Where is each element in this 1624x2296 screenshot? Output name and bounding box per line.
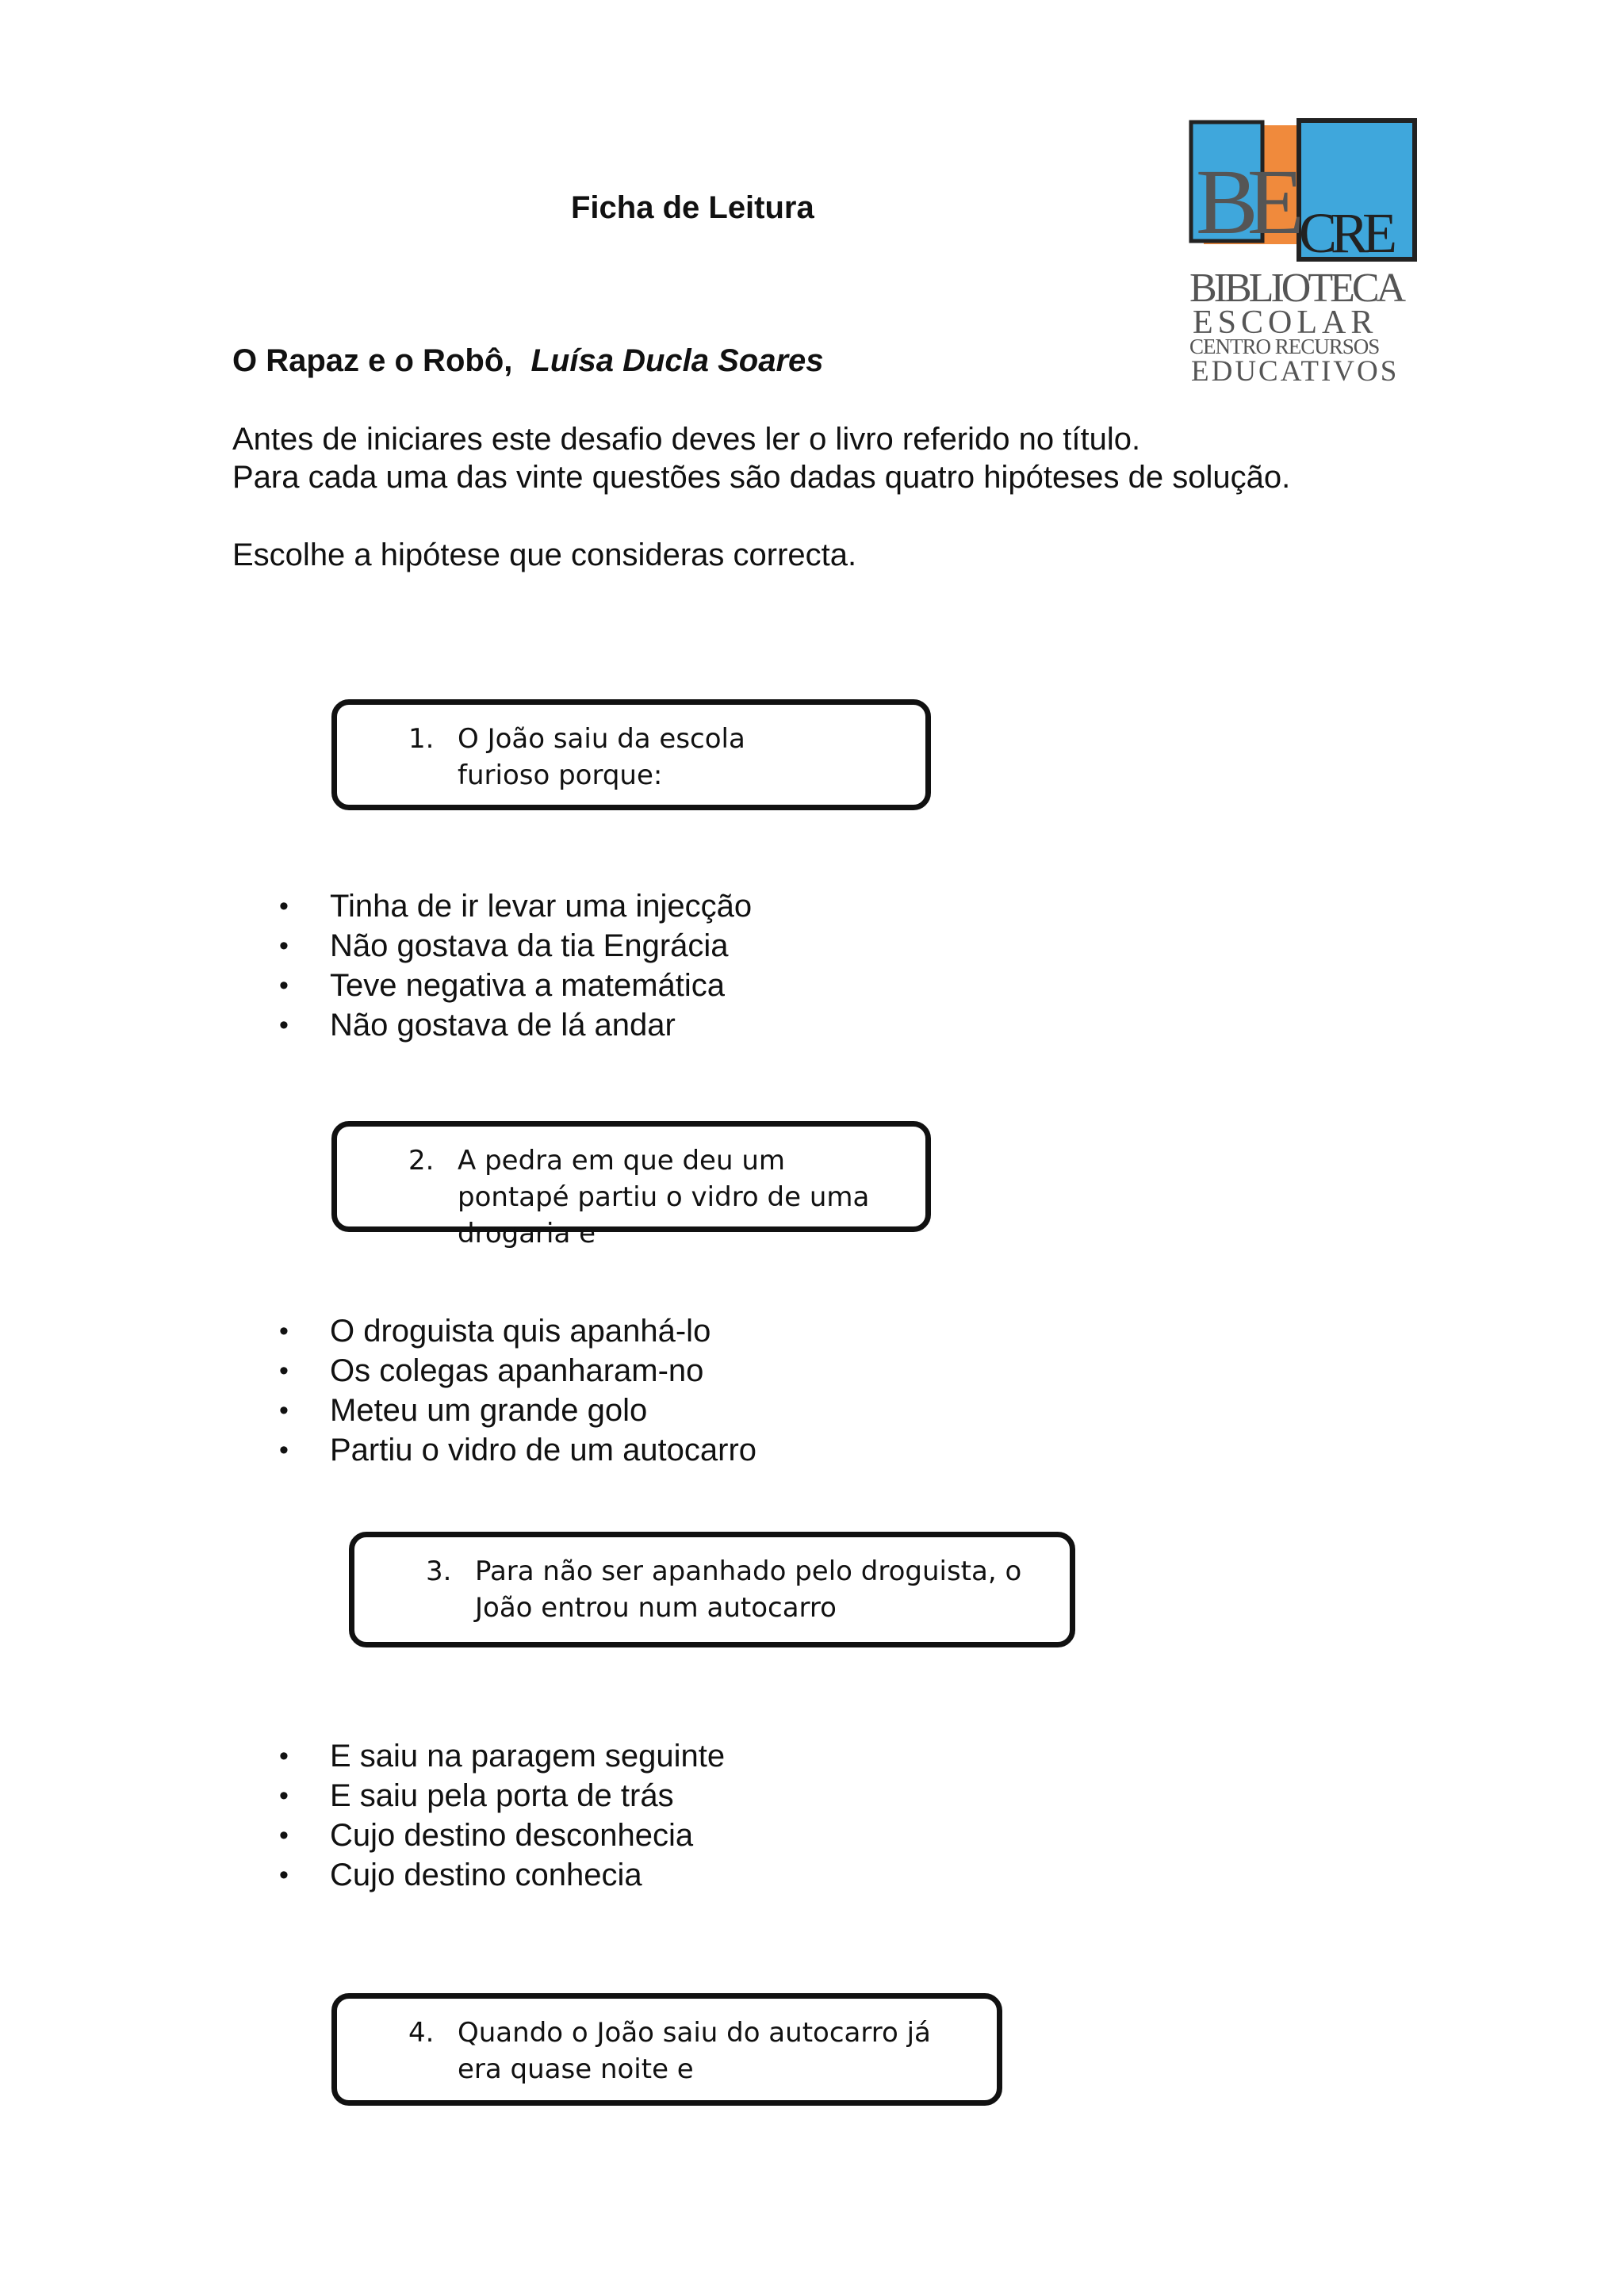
options-list-3 (279, 1736, 725, 1895)
option-item[interactable] (279, 886, 752, 926)
option-item[interactable] (279, 1816, 725, 1855)
option-item[interactable] (279, 1855, 725, 1895)
bullet-icon: • (279, 970, 289, 1001)
bullet-icon: • (279, 1781, 289, 1811)
option-text: Cujo destino desconhecia (330, 1818, 694, 1853)
bullet-icon: • (279, 931, 289, 961)
bullet-icon: • (279, 1356, 289, 1386)
book-author: Luísa Ducla Soares (530, 343, 824, 378)
option-text: Partiu o vidro de um autocarro (330, 1433, 757, 1468)
logo-line-escolar: ESCOLAR (1193, 304, 1378, 341)
question-text: A pedra em que deu um pontapé partiu o vidro de uma drogaria e (458, 1145, 870, 1249)
instructions (232, 420, 1290, 574)
question-text: Para não ser apanhado pelo droguista, o João entrou num autocarro (475, 1556, 1022, 1624)
option-item[interactable] (279, 1351, 756, 1391)
bullet-icon: • (279, 891, 289, 921)
options-list-1 (279, 886, 752, 1045)
bullet-icon: • (279, 1860, 289, 1890)
option-item[interactable] (279, 966, 752, 1005)
options-list-2 (279, 1311, 756, 1470)
option-item[interactable] (279, 1391, 756, 1430)
option-text: O droguista quis apanhá-lo (330, 1314, 711, 1349)
option-text: Não gostava de lá andar (330, 1008, 676, 1043)
instruction-line: Escolhe a hipótese que consideras correcta. (232, 538, 857, 572)
logo-line-biblioteca: BIBLIOTECA (1189, 266, 1404, 311)
question-text: Quando o João saiu do autocarro já era quase noite e (458, 2017, 931, 2085)
option-item[interactable] (279, 1430, 756, 1470)
option-item[interactable] (279, 1311, 756, 1351)
book-title: O Rapaz e o Robô, (232, 343, 513, 378)
book-heading (232, 343, 824, 379)
instruction-line: Para cada uma das vinte questões são dadas quatro hipóteses de solução. (232, 460, 1291, 495)
instruction-line: Antes de iniciares este desafio deves ler o livro referido no título. (232, 422, 1141, 457)
option-item[interactable] (279, 926, 752, 966)
bullet-icon: • (279, 1741, 289, 1771)
logo-letters-cre: CRE (1299, 201, 1392, 265)
bullet-icon: • (279, 1435, 289, 1465)
question-box-3 (349, 1532, 1075, 1647)
library-logo (1188, 117, 1418, 387)
option-item[interactable] (279, 1005, 752, 1045)
logo-line-centro: CENTRO RECURSOS (1189, 335, 1380, 358)
question-number: 1. (408, 723, 435, 755)
logo-line-educativos: EDUCATIVOS (1191, 355, 1400, 387)
question-number: 2. (408, 1145, 435, 1177)
option-text: Tinha de ir levar uma injecção (330, 889, 753, 924)
option-text: Os colegas apanharam-no (330, 1353, 704, 1388)
bullet-icon: • (279, 1316, 289, 1346)
question-box-1 (331, 699, 931, 810)
question-number: 4. (408, 2017, 435, 2049)
page-title: Ficha de Leitura (571, 190, 814, 225)
bullet-icon: • (279, 1820, 289, 1850)
option-text: E saiu pela porta de trás (330, 1778, 674, 1813)
option-text: Não gostava da tia Engrácia (330, 928, 729, 963)
question-box-2 (331, 1121, 931, 1249)
option-text: E saiu na paragem seguinte (330, 1739, 726, 1774)
question-box-4 (331, 1993, 1002, 2106)
option-text: Cujo destino conhecia (330, 1858, 642, 1892)
bullet-icon: • (279, 1395, 289, 1425)
option-text: Meteu um grande golo (330, 1393, 648, 1428)
question-text: O João saiu da escola furioso porque: (458, 723, 745, 791)
option-text: Teve negativa a matemática (330, 968, 726, 1003)
logo-letters-be: BE (1196, 150, 1293, 254)
bullet-icon: • (279, 1010, 289, 1040)
question-number: 3. (426, 1556, 452, 1587)
option-item[interactable] (279, 1776, 725, 1816)
option-item[interactable] (279, 1736, 725, 1776)
